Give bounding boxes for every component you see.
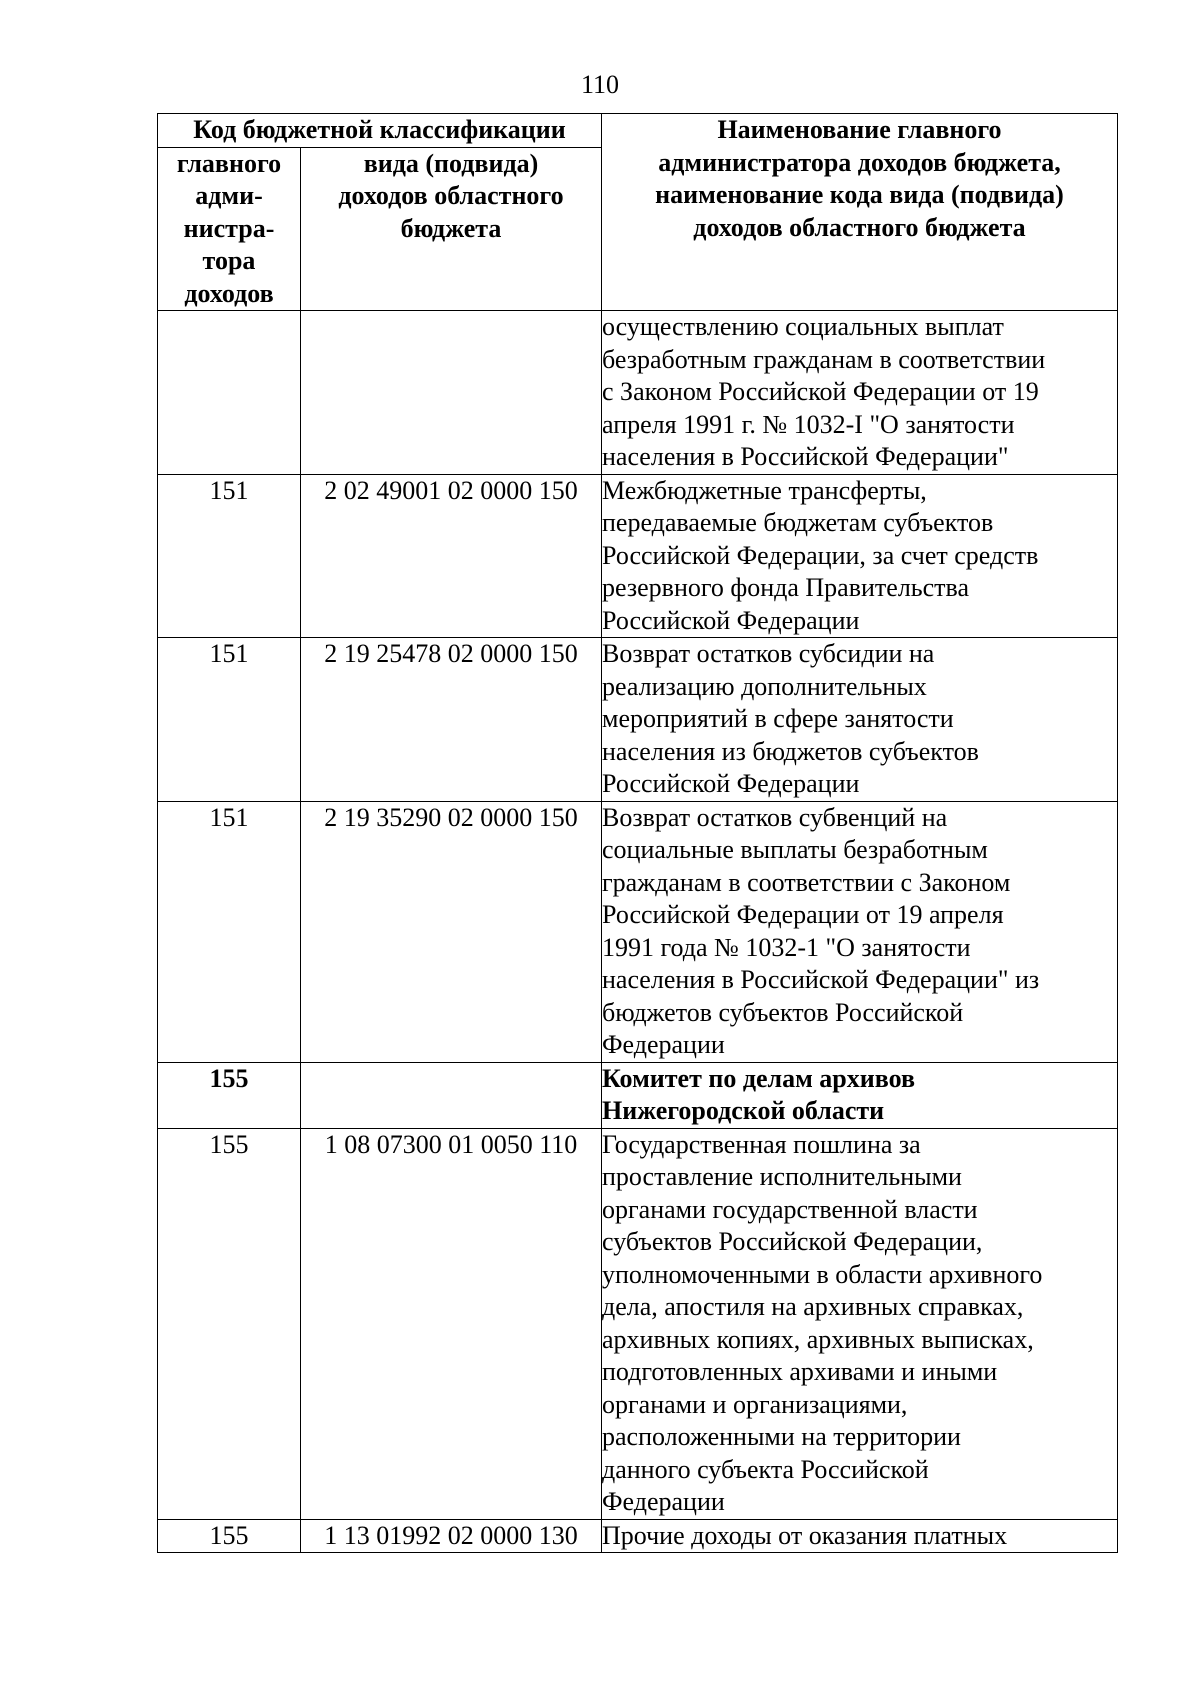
revenue-name-cell — [602, 311, 1118, 475]
header-admin-line: нистра- — [183, 213, 275, 243]
table-row — [158, 1128, 1118, 1519]
revenue-code-cell — [301, 311, 602, 475]
revenue-name-line: Российской Федерации — [602, 769, 860, 798]
table-body — [158, 311, 1118, 1553]
budget-classification-table — [157, 113, 1118, 1553]
table-row — [158, 801, 1118, 1062]
revenue-name-line: мероприятий в сфере занятости — [602, 704, 954, 733]
revenue-name-line: Возврат остатков субсидии на — [602, 639, 935, 668]
revenue-name-line: социальные выплаты безработным — [602, 835, 988, 864]
revenue-code-cell: 2 19 25478 02 0000 150 — [301, 638, 602, 802]
revenue-name-line: Федерации — [602, 1030, 725, 1059]
revenue-code-cell: 1 13 01992 02 0000 130 — [301, 1519, 602, 1553]
revenue-name-cell — [602, 1128, 1118, 1519]
revenue-name-line: апреля 1991 г. № 1032-I "О занятости — [602, 409, 1015, 439]
table-row — [158, 638, 1118, 802]
header-code-column — [301, 147, 602, 311]
revenue-name-line: безработным гражданам в соответствии — [602, 344, 1046, 374]
header-admin-line: главного — [176, 148, 282, 178]
revenue-name-line: подготовленных архивами и иными — [602, 1357, 998, 1386]
revenue-name-line: Межбюджетные трансферты, — [602, 475, 927, 505]
revenue-name-line: населения из бюджетов субъектов — [602, 736, 979, 766]
revenue-name-line: населения в Российской Федерации" из — [602, 965, 1040, 994]
revenue-name-line: архивных копиях, архивных выписках, — [602, 1324, 1034, 1354]
table-row — [158, 474, 1118, 638]
revenue-name-line: органами и организациями, — [602, 1389, 908, 1419]
revenue-name-line: проставление исполнительными — [602, 1162, 962, 1191]
revenue-name-line: осуществлению социальных выплат — [602, 312, 1004, 341]
header-admin-line: тора — [202, 246, 256, 275]
revenue-name-line: бюджетов субъектов Российской — [602, 997, 964, 1027]
header-name-line: наименование кода вида (подвида) — [655, 180, 1064, 209]
revenue-name-cell — [602, 638, 1118, 802]
admin-code-cell: 155 — [158, 1519, 301, 1553]
header-name-line: доходов областного бюджета — [693, 212, 1026, 242]
admin-code-cell: 155 — [158, 1128, 301, 1519]
revenue-name-line: с Законом Российской Федерации от 19 — [602, 377, 1039, 406]
revenue-name-line: 1991 года № 1032-1 "О занятости — [602, 932, 971, 962]
header-admin-line: адми- — [195, 181, 263, 210]
revenue-name-line: Федерации — [602, 1487, 725, 1516]
revenue-name-cell — [602, 1062, 1118, 1128]
revenue-name-line: реализацию дополнительных — [602, 671, 927, 701]
admin-code-cell: 155 — [158, 1062, 301, 1128]
revenue-code-cell: 1 08 07300 01 0050 110 — [301, 1128, 602, 1519]
table-row — [158, 1062, 1118, 1128]
revenue-name-line: Комитет по делам архивов — [602, 1063, 916, 1093]
revenue-name-line: данного субъекта Российской — [602, 1454, 929, 1484]
revenue-name-line: дела, апостиля на архивных справках, — [602, 1292, 1024, 1321]
revenue-name-line: передаваемые бюджетам субъектов — [602, 508, 994, 537]
header-row-group — [158, 114, 1118, 148]
revenue-name-line: гражданам в соответствии с Законом — [602, 867, 1011, 897]
revenue-name-line: уполномоченными в области архивного — [602, 1259, 1043, 1289]
revenue-name-line: Российской Федерации от 19 апреля — [602, 900, 1004, 929]
admin-code-cell — [158, 311, 301, 475]
header-budget-code-group: Код бюджетной классификации — [158, 114, 602, 148]
revenue-name-cell — [602, 801, 1118, 1062]
header-name-line: Наименование главного — [717, 115, 1002, 144]
revenue-name-line: Российской Федерации, за счет средств — [602, 540, 1039, 570]
header-admin-column — [158, 147, 301, 311]
revenue-name-line: резервного фонда Правительства — [602, 573, 970, 602]
revenue-name-cell — [602, 474, 1118, 638]
table-row — [158, 311, 1118, 475]
revenue-name-line: расположенными на территории — [602, 1422, 961, 1451]
header-code-line: доходов областного — [338, 181, 564, 210]
revenue-name-line: Прочие доходы от оказания платных — [602, 1520, 1008, 1550]
revenue-name-line: Возврат остатков субвенций на — [602, 802, 948, 832]
revenue-name-line: органами государственной власти — [602, 1194, 978, 1224]
revenue-name-line: субъектов Российской Федерации, — [602, 1227, 983, 1256]
revenue-name-line: Государственная пошлина за — [602, 1129, 921, 1159]
header-name-line: администратора доходов бюджета, — [658, 147, 1061, 177]
header-code-line: вида (подвида) — [363, 148, 539, 178]
admin-code-cell: 151 — [158, 801, 301, 1062]
header-code-line: бюджета — [400, 213, 502, 243]
admin-code-cell: 151 — [158, 474, 301, 638]
revenue-name-line: Российской Федерации — [602, 605, 860, 635]
revenue-name-line: населения в Российской Федерации" — [602, 442, 1009, 471]
header-admin-line: доходов — [184, 278, 274, 308]
admin-code-cell: 151 — [158, 638, 301, 802]
revenue-code-cell — [301, 1062, 602, 1128]
header-name-column — [602, 114, 1118, 311]
revenue-name-line: Нижегородской области — [602, 1096, 885, 1125]
revenue-code-cell: 2 02 49001 02 0000 150 — [301, 474, 602, 638]
revenue-code-cell: 2 19 35290 02 0000 150 — [301, 801, 602, 1062]
revenue-name-cell — [602, 1519, 1118, 1553]
page-number: 110 — [580, 70, 620, 99]
table-row — [158, 1519, 1118, 1553]
